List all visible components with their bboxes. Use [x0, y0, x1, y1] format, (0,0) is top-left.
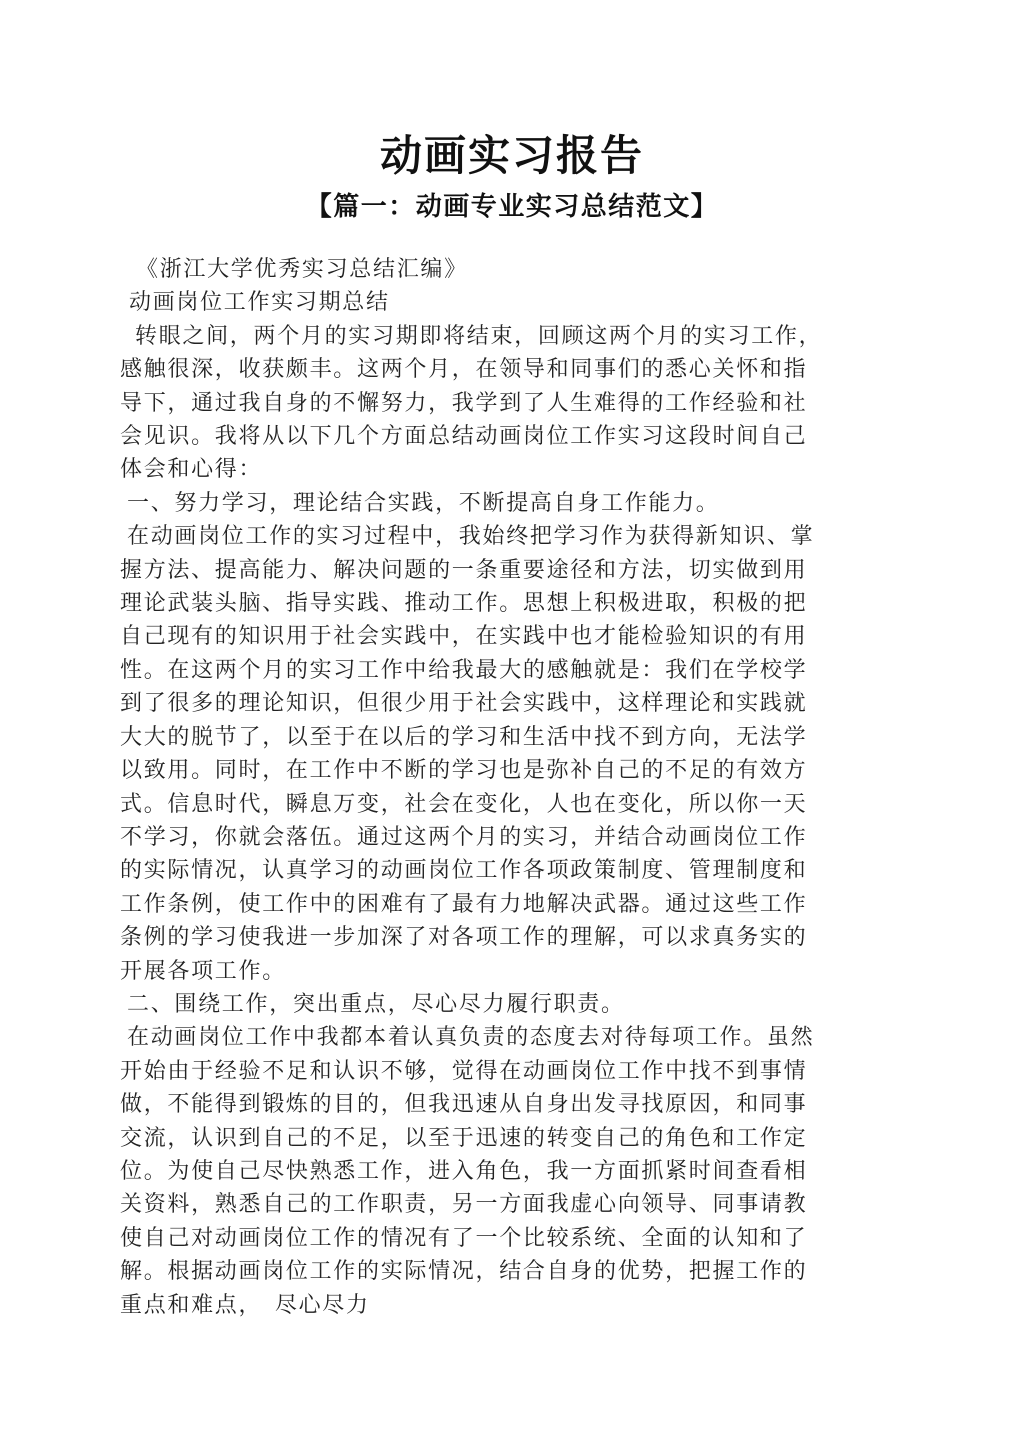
doc-line: 一、努力学习，理论结合实践，不断提高自身工作能力。	[127, 489, 720, 515]
doc-line: 自己现有的知识用于社会实践中，在实践中也才能检验知识的有用	[120, 623, 808, 649]
doc-line: 会见识。我将从以下几个方面总结动画岗位工作实习这段时间自己	[120, 423, 808, 449]
doc-line: 在动画岗位工作的实习过程中，我始终把学习作为获得新知识、掌	[127, 523, 815, 549]
doc-line: 解。根据动画岗位工作的实际情况，结合自身的优势，把握工作的	[120, 1258, 808, 1284]
doc-line: 转眼之间，两个月的实习期即将结束，回顾这两个月的实习工作，	[135, 322, 823, 348]
doc-line: 以致用。同时，在工作中不断的学习也是弥补自己的不足的有效方	[120, 757, 808, 783]
doc-line: 关资料，熟悉自己的工作职责，另一方面我虚心向领导、同事请教	[120, 1191, 808, 1217]
doc-line: 《浙江大学优秀实习总结汇编》	[136, 256, 468, 281]
doc-line: 性。在这两个月的实习工作中给我最大的感触就是：我们在学校学	[120, 656, 808, 682]
doc-line: 二、围绕工作，突出重点，尽心尽力履行职责。	[127, 990, 625, 1016]
doc-title: 动画实习报告	[379, 134, 644, 180]
doc-line: 动画岗位工作实习期总结	[129, 289, 390, 315]
doc-line: 位。为使自己尽快熟悉工作，进入角色，我一方面抓紧时间查看相	[120, 1157, 808, 1183]
doc-line: 到了很多的理论知识，但很少用于社会实践中，这样理论和实践就	[120, 690, 808, 716]
doc-line: 体会和心得：	[120, 456, 263, 482]
doc-line: 理论武装头脑、指导实践、推动工作。思想上积极进取，积极的把	[120, 590, 808, 616]
doc-line: 开始由于经验不足和认识不够，觉得在动画岗位工作中找不到事情	[120, 1057, 808, 1083]
doc-line: 感触很深，收获颇丰。这两个月，在领导和同事们的悉心关怀和指	[120, 356, 808, 382]
doc-line: 在动画岗位工作中我都本着认真负责的态度去对待每项工作。虽然	[127, 1024, 815, 1050]
doc-line: 条例的学习使我进一步加深了对各项工作的理解，可以求真务实的	[120, 924, 808, 950]
doc-line: 使自己对动画岗位工作的情况有了一个比较系统、全面的认知和了	[120, 1224, 808, 1250]
doc-line: 做，不能得到锻炼的目的，但我迅速从自身出发寻找原因，和同事	[120, 1091, 808, 1117]
doc-line: 交流，认识到自己的不足，以至于迅速的转变自己的角色和工作定	[120, 1124, 808, 1150]
doc-line: 导下，通过我自身的不懈努力，我学到了人生难得的工作经验和社	[120, 389, 808, 415]
doc-line: 式。信息时代，瞬息万变，社会在变化，人也在变化，所以你一天	[120, 790, 808, 816]
doc-subtitle: 【篇一：动画专业实习总结范文】	[305, 192, 719, 221]
doc-line: 工作条例，使工作中的困难有了最有力地解决武器。通过这些工作	[120, 890, 808, 916]
doc-line: 握方法、提高能力、解决问题的一条重要途径和方法，切实做到用	[120, 556, 808, 582]
doc-line: 开展各项工作。	[120, 957, 286, 983]
document-body	[120, 252, 836, 1321]
doc-line: 的实际情况，认真学习的动画岗位工作各项政策制度、管理制度和	[120, 857, 808, 883]
doc-line: 不学习，你就会落伍。通过这两个月的实习，并结合动画岗位工作	[120, 823, 808, 849]
doc-line: 重点和难点， 尽心尽力	[120, 1291, 370, 1317]
doc-line: 大大的脱节了，以至于在以后的学习和生活中找不到方向，无法学	[120, 723, 808, 749]
